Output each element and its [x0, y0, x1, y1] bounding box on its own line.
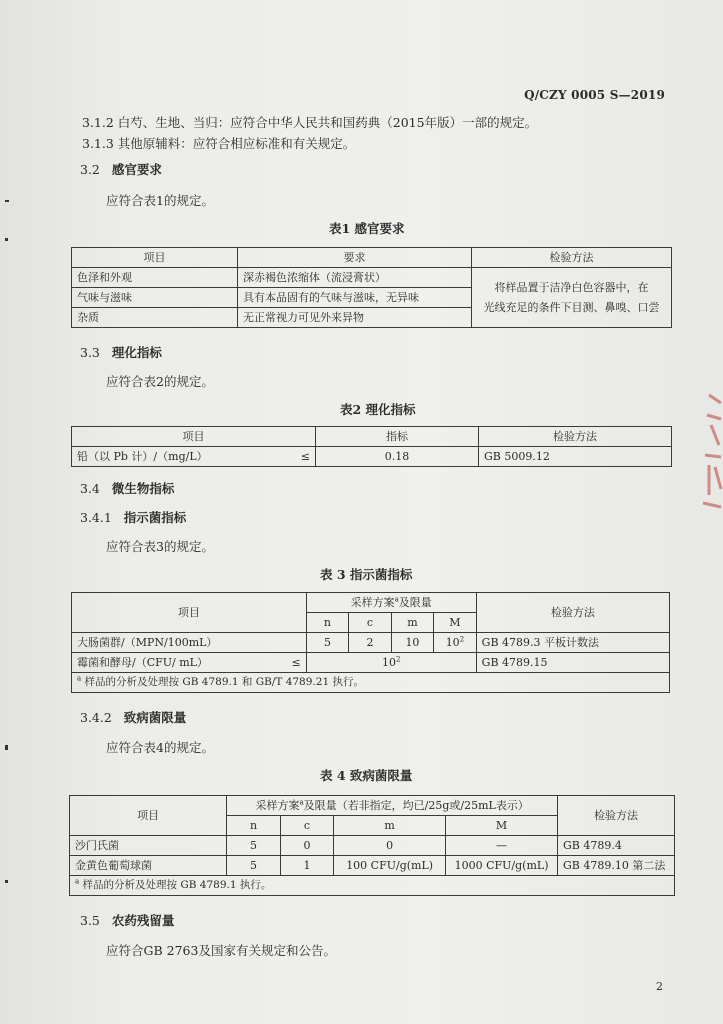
standard-code: Q/CZY 0005 S—2019 — [524, 88, 665, 102]
table-cell: 1 — [280, 856, 333, 876]
table4-pathogen-limits — [69, 795, 675, 896]
table-header-cell: M — [434, 613, 476, 633]
scan-mark — [5, 238, 8, 241]
section-3-5-heading — [80, 911, 174, 929]
section-3-5-text: 应符合GB 2763及国家有关规定和公告。 — [106, 943, 336, 958]
table-row — [72, 633, 670, 653]
table-header-cell: 项目 — [72, 593, 307, 633]
plan-label: 采样方案 — [350, 596, 395, 609]
scan-mark — [5, 880, 8, 883]
table-cell: 杂质 — [72, 308, 238, 328]
table2-caption: 表2 理化指标 — [340, 402, 416, 417]
table-cell: 色泽和外观 — [72, 268, 238, 288]
section-3-4-heading — [80, 479, 174, 497]
section-title: 理化指标 — [111, 345, 162, 360]
value-exponent: 2 — [459, 635, 465, 644]
section-3-4-2-text: 应符合表4的规定。 — [106, 740, 214, 755]
table-header-cell: 项目 — [72, 427, 316, 447]
table-cell: 0.18 — [316, 447, 479, 467]
table-cell: 2 — [349, 633, 391, 653]
table-header-cell: 要求 — [238, 248, 472, 268]
table-cell — [306, 653, 476, 673]
value-exponent: 2 — [395, 655, 401, 664]
item-label: 铅（以 Pb 计）/（mg/L） — [77, 450, 208, 463]
section-3-4-1-heading — [80, 508, 186, 526]
table-cell — [72, 653, 307, 673]
table-cell — [434, 633, 476, 653]
method-line: 将样品置于洁净白色容器中，在 — [494, 280, 649, 294]
section-title: 指示菌指标 — [123, 510, 187, 525]
section-number: 3.4 — [80, 481, 100, 496]
table-cell: GB 4789.10 第二法 — [558, 856, 675, 876]
table-header-cell: 检验方法 — [472, 248, 672, 268]
section-3-3-heading — [80, 343, 162, 361]
red-seal-stamp-fragment — [695, 385, 723, 515]
table-footnote-row — [70, 876, 675, 896]
table-header-cell: 项目 — [70, 796, 227, 836]
section-number: 3.4.2 — [80, 710, 112, 725]
table-cell: GB 5009.12 — [479, 447, 672, 467]
table-header-cell: 检验方法 — [476, 593, 669, 633]
section-3-3-text: 应符合表2的规定。 — [106, 374, 214, 389]
table-cell: GB 4789.4 — [558, 836, 675, 856]
section-title: 感官要求 — [111, 162, 162, 177]
table4-caption: 表 4 致病菌限量 — [320, 768, 413, 783]
table1-caption: 表1 感官要求 — [329, 221, 405, 236]
table-header-cell: c — [280, 816, 333, 836]
table-header-row — [72, 427, 672, 447]
table3-caption: 表 3 指示菌指标 — [320, 567, 413, 582]
method-line: 光线充足的条件下目测、鼻嗅、口尝 — [483, 300, 660, 314]
table-row — [72, 653, 670, 673]
table-cell-method — [472, 268, 672, 328]
footnote-text: 样品的分析及处理按 GB 4789.1 执行。 — [79, 879, 272, 891]
footnote-text: 样品的分析及处理按 GB 4789.1 和 GB/T 4789.21 执行。 — [81, 676, 364, 688]
table1-sensory — [71, 247, 672, 328]
table-cell: GB 4789.15 — [476, 653, 669, 673]
table-row — [70, 836, 675, 856]
table-header-cell: 检验方法 — [479, 427, 672, 447]
footnote-marker: a — [394, 595, 399, 604]
scan-mark — [5, 200, 9, 202]
table-cell: 深赤褐色浓缩体（流浸膏状） — [238, 268, 472, 288]
table-cell: 金黄色葡萄球菌 — [70, 856, 227, 876]
table-cell: 0 — [280, 836, 333, 856]
table-cell — [72, 447, 316, 467]
value-base: 10 — [381, 656, 396, 669]
table2-physicochemical — [71, 426, 672, 467]
table-cell: 0 — [334, 836, 446, 856]
table-header-cell: 指标 — [316, 427, 479, 447]
table-footnote — [70, 876, 675, 896]
operator: ≤ — [300, 450, 310, 463]
section-number: 3.5 — [80, 913, 100, 928]
plan-label: 采样方案 — [255, 799, 300, 812]
table-header-cell: c — [349, 613, 391, 633]
table-cell: 具有本品固有的气味与滋味，无异味 — [238, 288, 472, 308]
clause-3-1-3: 3.1.3 其他原辅料：应符合相应标准和有关规定。 — [82, 136, 356, 151]
table-cell: 沙门氏菌 — [70, 836, 227, 856]
table-header-cell: M — [446, 816, 558, 836]
section-3-2-heading — [80, 160, 162, 178]
section-number: 3.4.1 — [80, 510, 112, 525]
table-row — [70, 856, 675, 876]
table-header-row — [72, 248, 672, 268]
section-number: 3.3 — [80, 345, 100, 360]
table-header-cell: m — [391, 613, 433, 633]
section-3-2-text: 应符合表1的规定。 — [106, 193, 214, 208]
table-header-cell: m — [334, 816, 446, 836]
table-header-cell: n — [306, 613, 348, 633]
footnote-marker: a — [77, 674, 82, 683]
footnote-marker: a — [75, 877, 80, 886]
table-header-cell: n — [227, 816, 280, 836]
table-cell: 气味与滋味 — [72, 288, 238, 308]
table-cell: 5 — [227, 836, 280, 856]
table-header-row — [70, 796, 675, 816]
section-3-4-1-text: 应符合表3的规定。 — [106, 539, 214, 554]
table-row — [72, 447, 672, 467]
table-cell: GB 4789.3 平板计数法 — [476, 633, 669, 653]
section-title: 农药残留量 — [111, 913, 175, 928]
table-cell: 10 — [391, 633, 433, 653]
table-cell: — — [446, 836, 558, 856]
value-base: 10 — [445, 636, 460, 649]
table-cell: 大肠菌群/（MPN/100mL） — [72, 633, 307, 653]
table-row — [72, 268, 672, 288]
section-title: 微生物指标 — [111, 481, 175, 496]
table-footnote-row — [72, 673, 670, 693]
table-header-cell — [306, 593, 476, 613]
table-header-cell: 检验方法 — [558, 796, 675, 836]
clause-3-1-2: 3.1.2 白芍、生地、当归：应符合中华人民共和国药典（2015年版）一部的规定。 — [82, 115, 538, 130]
scan-mark — [5, 745, 8, 750]
section-number: 3.2 — [80, 162, 100, 177]
plan-label-tail: 及限量 — [398, 596, 432, 609]
table-cell: 5 — [227, 856, 280, 876]
table-cell: 100 CFU/g(mL) — [334, 856, 446, 876]
section-title: 致病菌限量 — [123, 710, 187, 725]
page-number: 2 — [656, 980, 663, 993]
table-header-cell — [227, 796, 558, 816]
table3-indicator-bacteria — [71, 592, 670, 693]
table-cell: 1000 CFU/g(mL) — [446, 856, 558, 876]
footnote-marker: a — [299, 798, 304, 807]
table-header-row — [72, 593, 670, 613]
table-footnote — [72, 673, 670, 693]
table-cell: 无正常视力可见外来异物 — [238, 308, 472, 328]
table-header-cell: 项目 — [72, 248, 238, 268]
item-label: 霉菌和酵母/（CFU/ mL） — [77, 656, 208, 669]
operator: ≤ — [291, 656, 301, 669]
section-3-4-2-heading — [80, 708, 186, 726]
plan-label-tail: 及限量（若非指定，均已/25g或/25mL表示） — [303, 799, 529, 812]
table-cell: 5 — [306, 633, 348, 653]
